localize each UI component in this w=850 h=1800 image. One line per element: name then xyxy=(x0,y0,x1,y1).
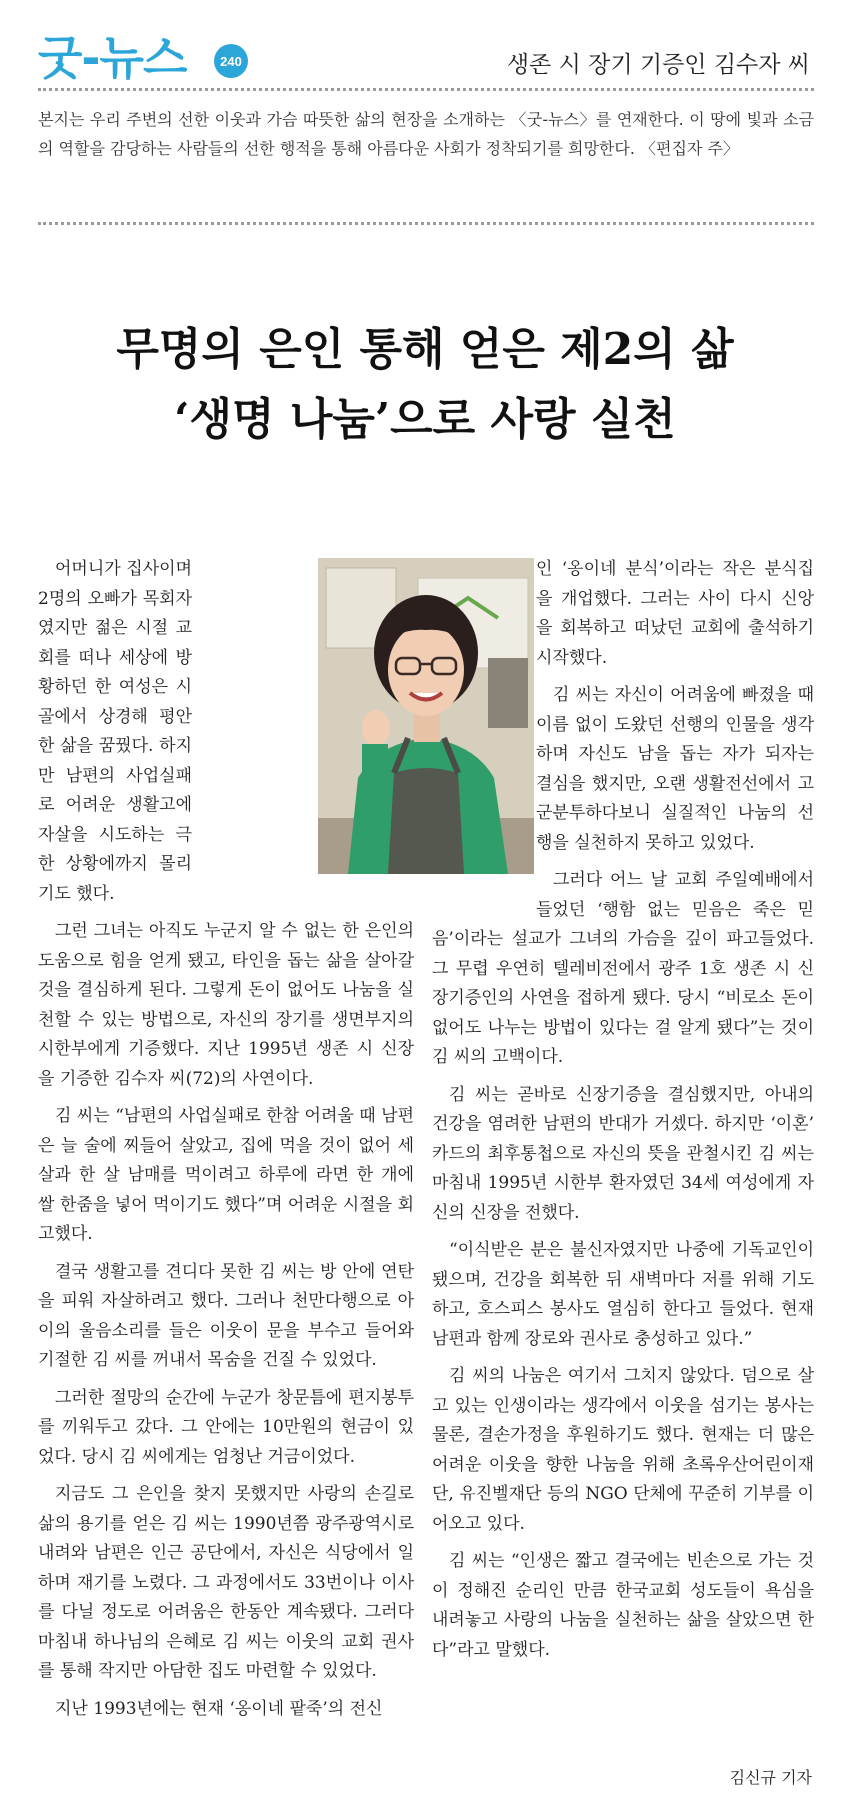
top-dotted-rule xyxy=(38,88,814,91)
reporter-byline: 김신규 기자 xyxy=(729,1768,812,1787)
photo-wrap-space-right xyxy=(432,555,536,900)
paragraph: 지난 1993년에는 현재 ‘옹이네 팥죽’의 전신 xyxy=(55,1698,383,1719)
headline-line-2: ‘생명 나눔’으로 사랑 실천 xyxy=(174,394,676,445)
body-column-left xyxy=(38,555,414,1732)
column-header xyxy=(38,18,814,86)
paragraph: 그러한 절망의 순간에 누군가 창문틈에 편지봉투를 끼워두고 갔다. 그 안에는 10만원의 현금이 있었다. 당시 김 씨에게는 엄청난 거금이었다. xyxy=(38,1387,414,1467)
issue-number-badge: 240 xyxy=(214,44,248,78)
body-column-right xyxy=(432,555,814,1673)
photo-wrap-space xyxy=(192,555,414,863)
paragraph: 지금도 그 은인을 찾지 못했지만 사랑의 손길로 삶의 용기를 얻은 김 씨는 1990년쯤 광주광역시로 내려와 남편은 인근 공단에서, 자신은 식당에서 일하며 재기를 노렸다. 그 과정에서도 33번이나 이사를 다닐 정도로 어려움은 한동안 계속됐다. 그러다 마침내 하나님의 은혜로 김 씨는 이웃의 교회 권사를 통해 작지만 아담한 집도 마련할 수 있었다. xyxy=(38,1484,414,1681)
article-headline xyxy=(0,315,850,455)
paragraph: 결국 생활고를 견디다 못한 김 씨는 방 안에 연탄을 피워 자살하려고 했다. 그러나 천만다행으로 아이의 울음소리를 들은 이웃이 문을 부수고 들어와 기절한 김 씨를 꺼내서 목숨을 건질 수 있었다. xyxy=(38,1261,414,1370)
paragraph: 어머니가 집사이며 2명의 오빠가 목회자였지만 젊은 시절 교회를 떠나 세상에 방황하던 한 여성은 시골에서 상경해 평안한 삶을 꿈꿨다. 하지만 남편의 사업실패로 어려운 생활고에 자살을 시도하는 극한 상황에까지 몰리기도 했다. xyxy=(38,559,192,904)
paragraph: 김 씨는 “남편의 사업실패로 한참 어려울 때 남편은 늘 술에 찌들어 살았고, 집에 먹을 것이 없어 세 살과 한 살 남매를 먹이려고 하루에 라면 한 개에 쌀 한줌을 넣어 먹이기도 했다”며 어려운 시절을 회고했다. xyxy=(38,1106,414,1244)
paragraph: 김 씨는 자신이 어려움에 빠졌을 때 이름 없이 도왔던 선행의 인물을 생각하며 자신도 남을 돕는 자가 되자는 결심을 했지만, 오랜 생활전선에서 고군분투하다보니 실질적인 나눔의 선행을 실천하지 못하고 있었다. xyxy=(536,685,814,853)
paragraph: 김 씨의 나눔은 여기서 그치지 않았다. 덤으로 살고 있는 인생이라는 생각에서 이웃을 섬기는 봉사는 물론, 결손가정을 후원하기도 했다. 현재는 더 많은 어려운 이웃을 향한 나눔을 위해 초록우산어린이재단, 유진벨재단 등의 NGO 단체에 꾸준히 기부를 이어오고 있다. xyxy=(432,1366,814,1534)
intro-dotted-rule xyxy=(38,222,814,225)
paragraph: 그러다 어느 날 교회 주일예배에서 들었던 ‘행함 없는 믿음은 죽은 믿음’이라는 설교가 그녀의 가슴을 깊이 파고들었다. 그 무렵 우연히 텔레비전에서 광주 1호 생존 시 신장기증인의 사연을 접하게 됐다. 당시 “비로소 돈이 없어도 나누는 방법이 있다는 걸 알게 됐다”는 것이 김 씨의 고백이다. xyxy=(432,870,814,1067)
paragraph: 인 ‘옹이네 분식’이라는 작은 분식집을 개업했다. 그러는 사이 다시 신앙을 회복하고 떠났던 교회에 출석하기 시작했다. xyxy=(536,559,814,668)
paragraph: 김 씨는 곧바로 신장기증을 결심했지만, 아내의 건강을 염려한 남편의 반대가 거셌다. 하지만 ‘이혼’ 카드의 최후통첩으로 자신의 뜻을 관철시킨 김 씨는 마침내 1995년 시한부 환자였던 34세 여성에게 자신의 신장을 전했다. xyxy=(432,1084,814,1223)
paragraph: “이식받은 분은 불신자였지만 나중에 기독교인이 됐으며, 건강을 회복한 뒤 새벽마다 저를 위해 기도하고, 호스피스 봉사도 열심히 한다고 들었다. 현재 남편과 함께 장로와 권사로 충성하고 있다.” xyxy=(432,1240,814,1349)
headline-line-1: 무명의 은인 통해 얻은 제2의 삶 xyxy=(116,324,734,375)
paragraph: 그런 그녀는 아직도 누군지 알 수 없는 한 은인의 도움으로 힘을 얻게 됐고, 타인을 돕는 삶을 살아갈 것을 결심하게 된다. 그렇게 돈이 없어도 나눔을 실천할 수 있는 방법으로, 자신의 장기를 생면부지의 시한부에게 기증했다. 지난 1995년 생존 시 신장을 기증한 김수자 씨(72)의 사연이다. xyxy=(38,921,414,1089)
subject-title: 생존 시 장기 기증인 김수자 씨 xyxy=(506,52,810,78)
paragraph: 김 씨는 “인생은 짧고 결국에는 빈손으로 가는 것이 정해진 순리인 만큼 한국교회 성도들이 욕심을 내려놓고 사랑의 나눔을 실천하는 삶을 살았으면 한다”라고 말했다. xyxy=(432,1551,814,1660)
editor-intro: 본지는 우리 주변의 선한 이웃과 가슴 따뜻한 삶의 현장을 소개하는 〈굿-뉴스〉를 연재한다. 이 땅에 빛과 소금의 역할을 감당하는 사람들의 선한 행적을 통해 아름다운 사회가 정착되기를 희망한다. 〈편집자 주〉 xyxy=(38,110,814,158)
series-logo: 굿-뉴스 xyxy=(38,31,187,85)
